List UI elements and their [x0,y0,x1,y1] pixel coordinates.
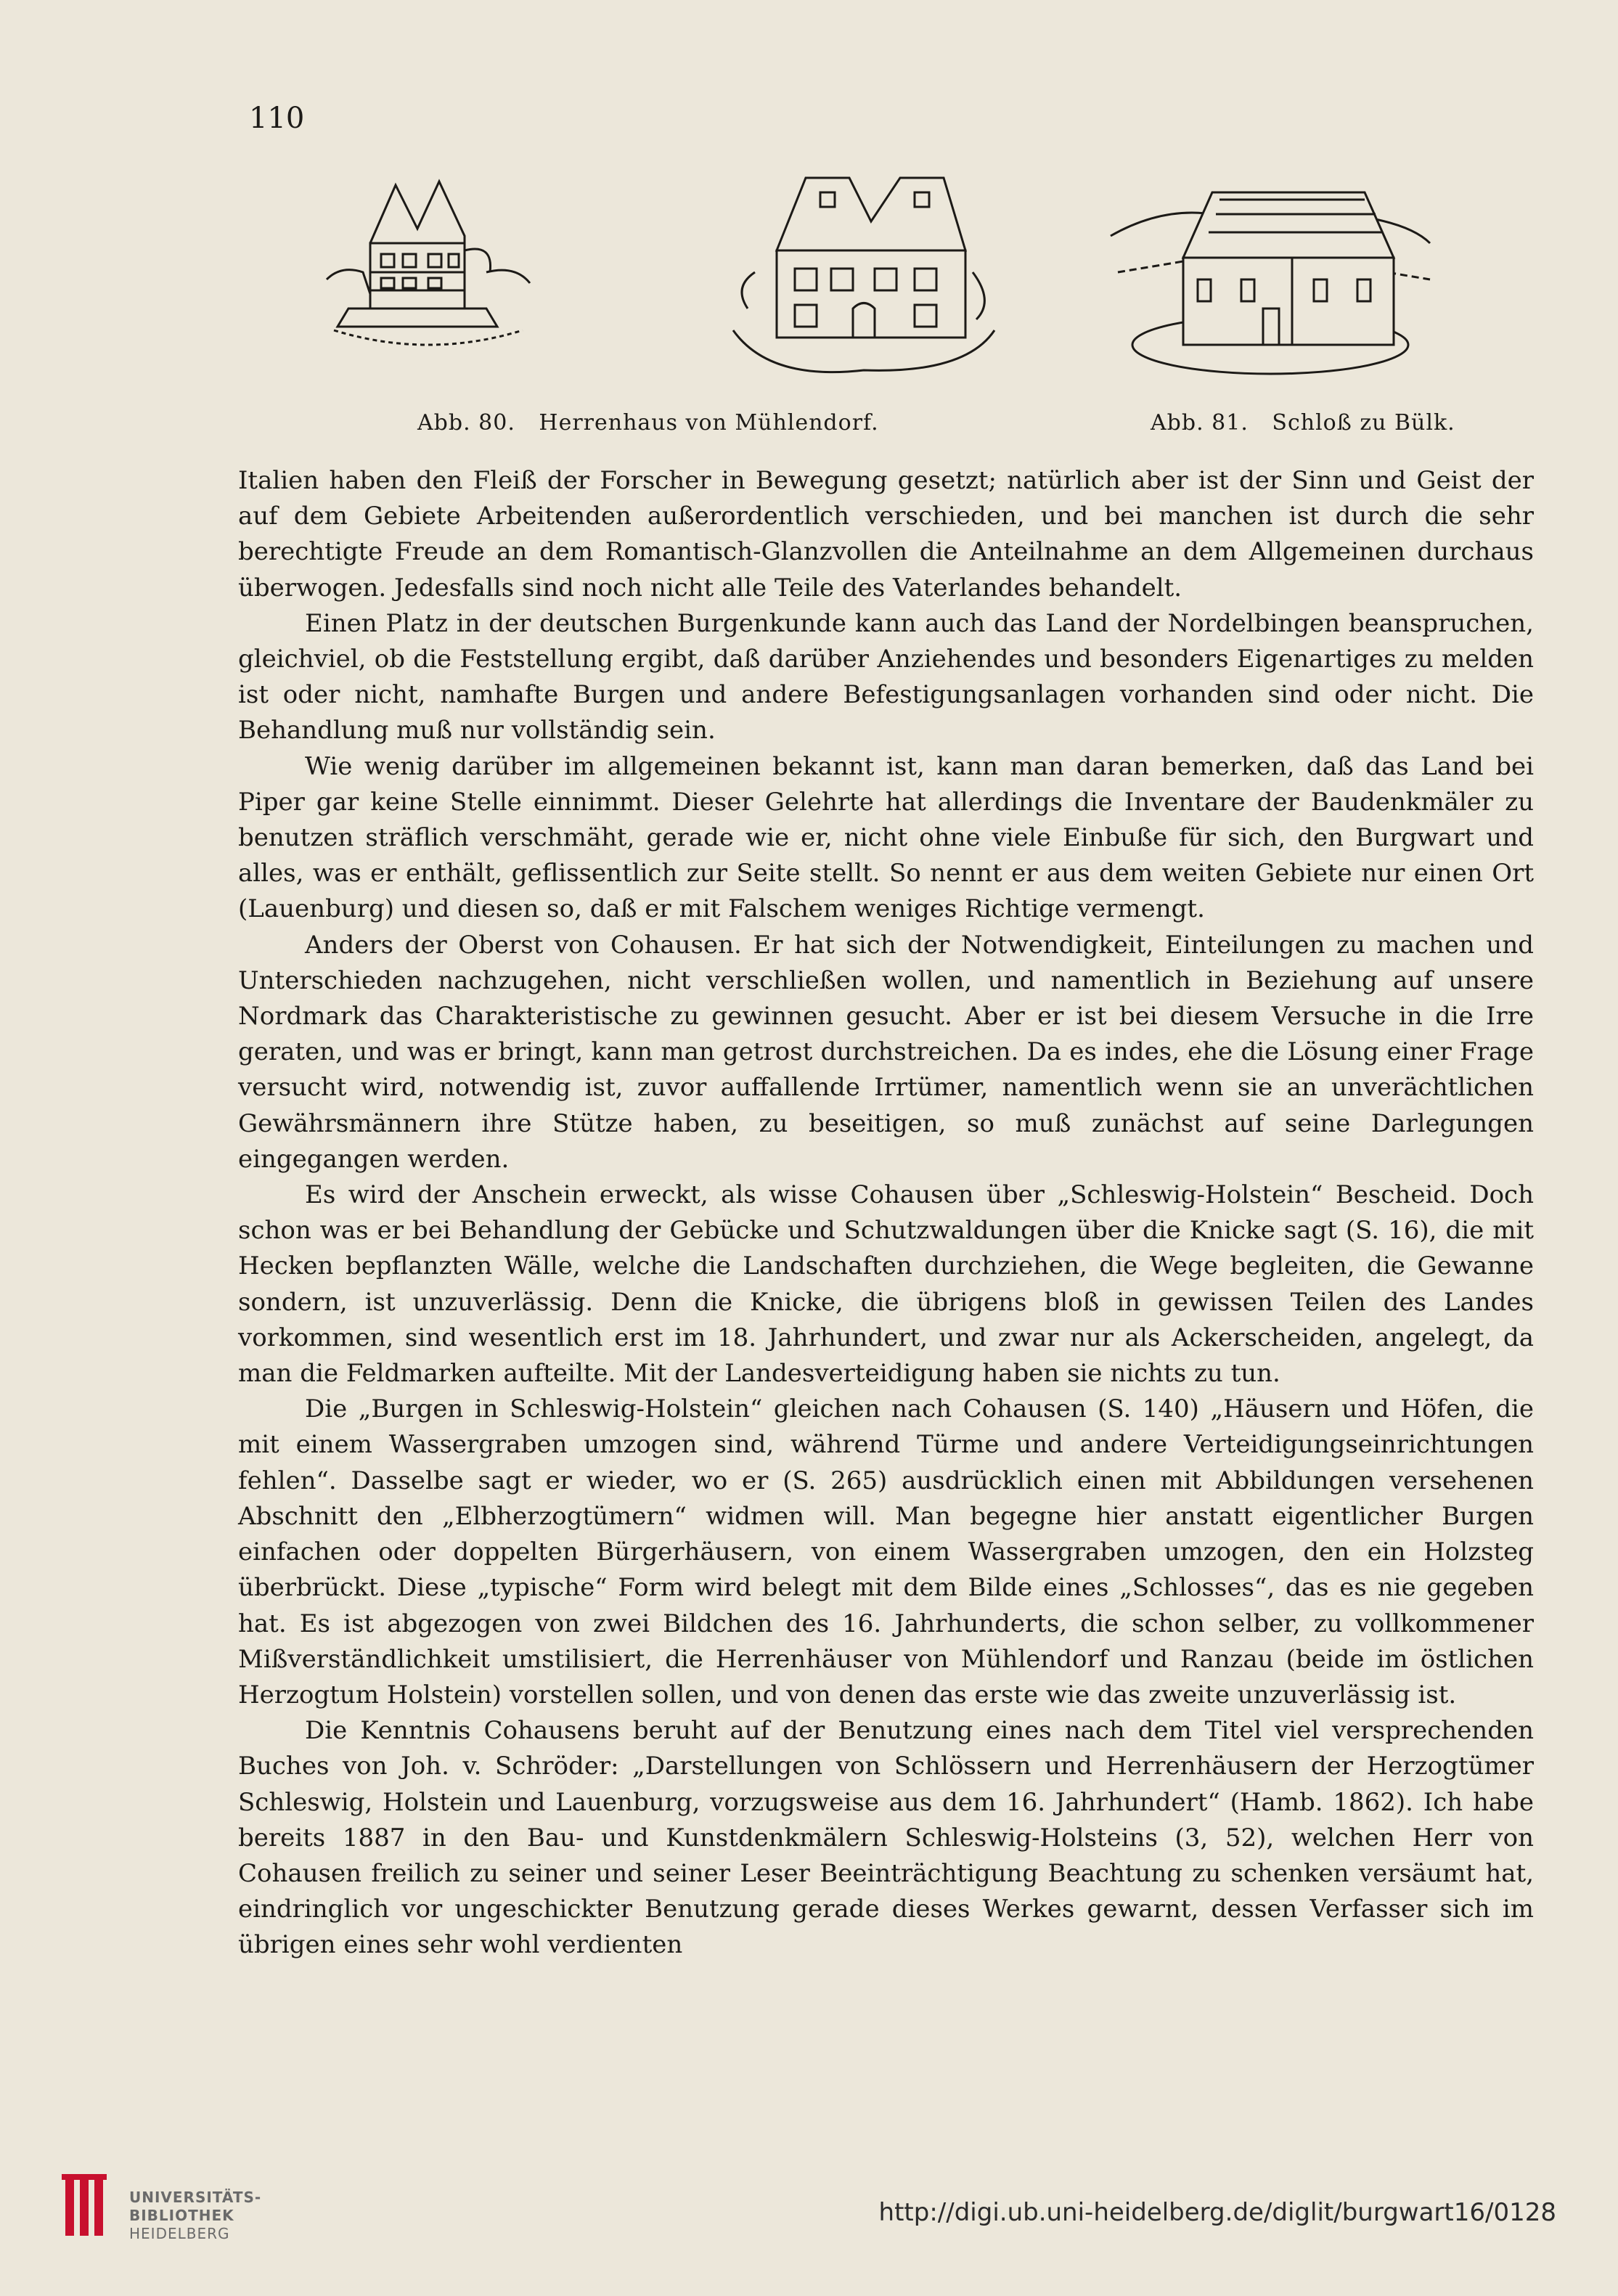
paragraph: Die „Burgen in Schleswig-Holstein“ gleichen nach Cohausen (S. 140) „Häusern und Höfen, die mit einem Wassergraben umzogen sind, während Türme und andere Verteidigungseinrichtungen fehlen“. Dasselbe sagt er wieder, wo er (S. 265) ausdrücklich einen mit Abbildungen versehenen Abschnitt den „Elbherzogtümern“ widmen will. Man begegne hier anstatt eigentlicher Burgen einfachen oder doppelten Bürgerhäusern, von einem Wassergraben umzogen, den ein Holzsteg überbrückt. Diese „typische“ Form wird belegt mit dem Bilde eines „Schlosses“, das es nie gegeben hat. Es ist abgezogen von zwei Bildchen des 16. Jahrhunderts, die schon selber, zu vollkommener Mißverständlichkeit umstilisiert, die Herrenhäuser von Mühlendorf und Ranzau (beide im östlichen Herzogtum Holstein) vorstellen sollen, und von denen das erste wie das zweite unzuverlässig ist. [238,1394,1534,1709]
page-number: 110 [249,102,305,135]
source-url[interactable]: http://digi.ub.uni-heidelberg.de/diglit/burgwart16/0128 [878,2198,1556,2227]
paragraph: Italien haben den Fleiß der Forscher in Bewegung gesetzt; natürlich aber ist der Sinn und Geist der auf dem Gebiete Arbeitenden außerordentlich verschieden, und bei manchen ist durch die sehr berechtigte Freude an dem Romantisch-Glanzvollen die Anteilnahme an dem Allgemeinen durchaus überwogen. Jedesfalls sind noch nicht alle Teile des Vaterlandes behandelt. [238,466,1534,602]
library-logo-icon [58,2170,120,2243]
paragraph: Anders der Oberst von Cohausen. Er hat sich der Notwendigkeit, Einteilungen zu machen und Unterschieden nachzugehen, nicht verschließen wollen, und namentlich in Beziehung auf unsere Nordmark das Charakteristische zu gewinnen gesucht. Aber er ist bei diesem Versuche in die Irre geraten, und was er bringt, kann man getrost durchstreichen. Da es indes, ehe die Lösung einer Frage versucht wird, notwendig ist, zuvor auffallende Irrtümer, namentlich wenn sie an unverächtlichen Gewährsmännern ihre Stütze haben, zu beseitigen, so muß zunächst auf seine Darlegungen eingegangen werden. [238,930,1534,1174]
library-line-3: HEIDELBERG [129,2225,230,2242]
figure-80-caption [417,410,879,436]
body-text [238,463,1534,1964]
figure-81-title: Schloß zu Bülk. [1272,410,1455,436]
library-name [129,2189,261,2243]
figure-80-illustration [319,163,537,381]
paragraph: Wie wenig darüber im allgemeinen bekannt ist, kann man daran bemerken, daß das Land bei Piper gar keine Stelle einnimmt. Dieser Gelehrte hat allerdings die Inventare der Baudenkmäler zu benutzen sträflich verschmäht, gerade wie er, nicht ohne viele Einbuße für sich, den Burgwart und alles, was er enthält, geflissentlich zur Seite stellt. So nennt er aus dem weiten Gebiete nur einen Ort (Lauenburg) und diesen so, daß er mit Falschem weniges Richtige vermengt. [238,751,1534,924]
library-line-1: UNIVERSITÄTS- [129,2189,262,2206]
library-line-2: BIBLIOTHEK [129,2207,234,2224]
figure-80-number: Abb. 80. [417,410,515,436]
paragraph: Die Kenntnis Cohausens beruht auf der Benutzung eines nach dem Titel viel versprechenden Buches von Joh. v. Schröder: „Darstellungen von Schlössern und Herrenhäusern der Herzogtümer Schleswig, Holstein und Lauenburg, vorzugsweise aus dem 16. Jahrhundert“ (Hamb. 1862). Ich habe bereits 1887 in den Bau- und Kunstdenkmälern Schleswig-Holsteins (3, 52), welchen Herr von Cohausen freilich zu seiner und seiner Leser Beeinträchtigung Beachtung zu schenken versäumt hat, eindringlich vor ungeschickter Benutzung gerade dieses Werkes gewarnt, dessen Verfasser sich im übrigen eines sehr wohl verdienten [238,1716,1534,1960]
paragraph: Es wird der Anschein erweckt, als wisse Cohausen über „Schleswig-Holstein“ Bescheid. Doch schon was er bei Behandlung der Gebücke und Schutzwaldungen über die Knicke sagt (S. 16), die mit Hecken bepflanzten Wälle, welche die Landschaften durchziehen, die Wege begleiten, die Gewanne sondern, ist unzuverlässig. Denn die Knicke, die übrigens bloß in gewissen Teilen des Landes vorkommen, sind wesentlich erst im 18. Jahrhundert, und zwar nur als Ackerscheiden, angelegt, da man die Feldmarken aufteilte. Mit der Landesverteidigung haben sie nichts zu tun. [238,1180,1534,1389]
figure-80b-illustration [726,163,1002,381]
paragraph: Einen Platz in der deutschen Burgenkunde kann auch das Land der Nordelbingen beanspruchen, gleichviel, ob die Feststellung ergibt, daß darüber Anziehendes und besonders Eigenartiges zu melden ist oder nicht, namhafte Burgen und andere Befestigungsanlagen vorhanden sind oder nicht. Die Behandlung muß nur vollständig sein. [238,608,1534,745]
figure-81-caption [1151,410,1455,436]
figure-strip [319,163,1445,425]
figure-80-title: Herrenhaus von Mühlendorf. [539,410,879,436]
figure-81-illustration [1103,163,1437,381]
figure-81-number: Abb. 81. [1151,410,1249,436]
